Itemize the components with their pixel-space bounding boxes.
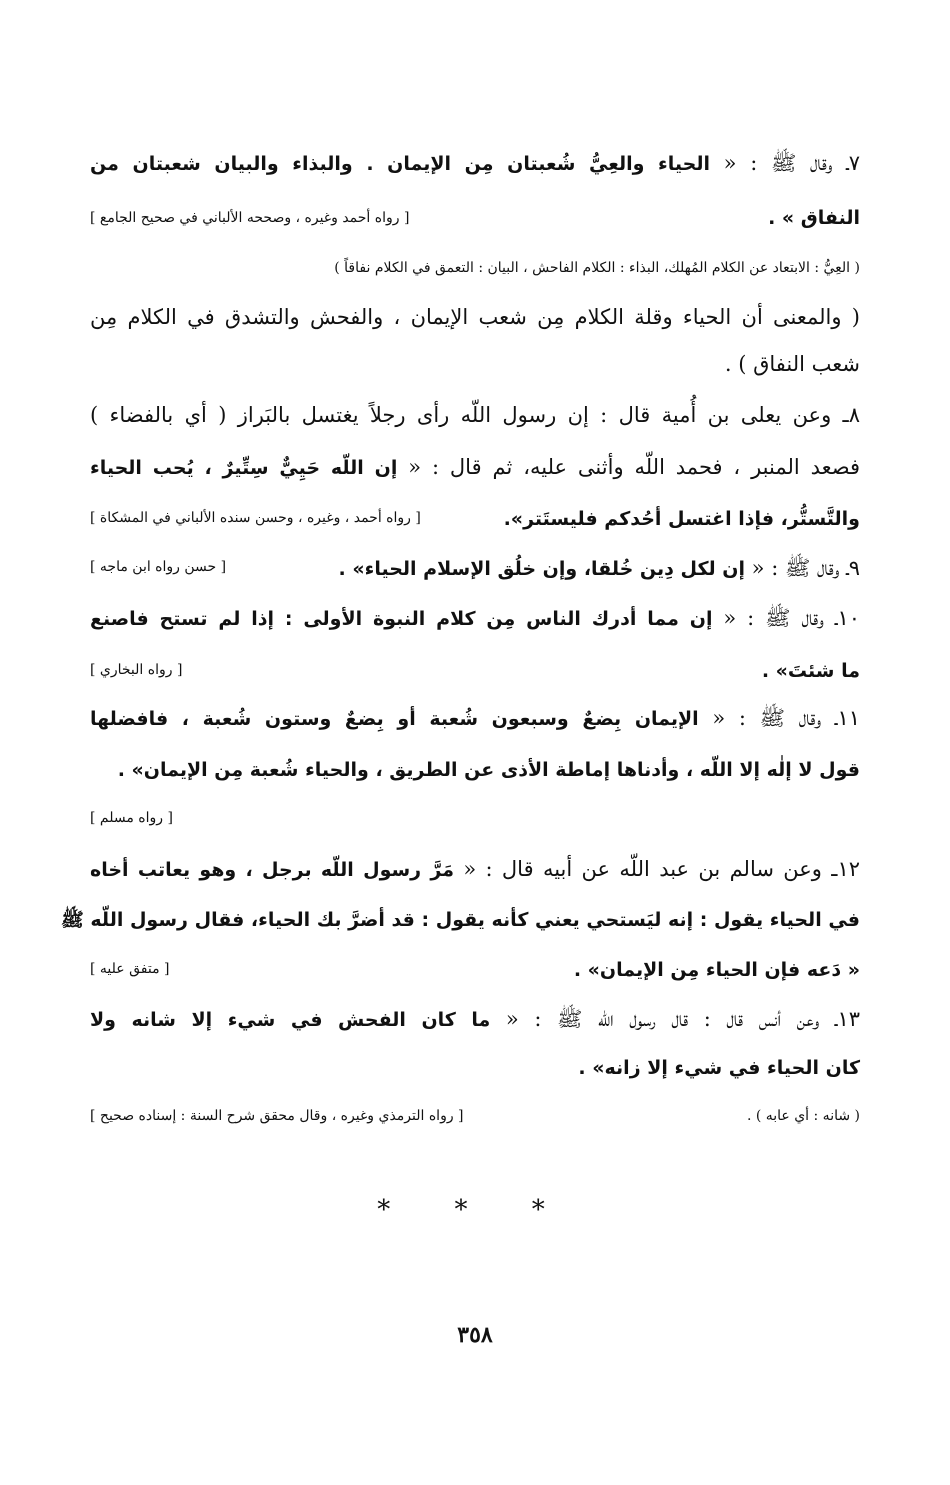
hadith-9-text: إن لكل دِين خُلقا، وإن خلُق الإسلام الحياء» . bbox=[338, 558, 745, 580]
hadith-11-text: الإيمان بِضعٌ وسبعون شُعبة أو بِضعٌ وستون شُعبة ، فافضلها bbox=[90, 708, 699, 730]
hadith-7-text-end: النفاق » . bbox=[768, 207, 860, 229]
page-number: ٣٥٨ bbox=[457, 1322, 493, 1348]
hadith-13-line-1 bbox=[90, 1006, 860, 1037]
hadith-8-line-2 bbox=[90, 455, 860, 479]
hadith-12-text-mid: في الحياء يقول : إنه ليَستحي يعني كأنه يقول : قد أضرَّ بك الحياء، فقال رسول اللّه ﷺ bbox=[60, 909, 860, 931]
hadith-7-source: [ رواه أحمد وغيره ، وصححه الألباني في صحيح الجامع ] bbox=[90, 210, 410, 226]
hadith-13-line-2 bbox=[90, 1055, 860, 1079]
hadith-8-intro: فصعد المنبر ، فحمد اللّه وأثنى عليه، ثم قال : « bbox=[397, 455, 860, 479]
hadith-13-text: ما كان الفحش في شيء إلا شانه ولا bbox=[90, 1009, 491, 1031]
hadith-10-line-1 bbox=[90, 605, 860, 636]
hadith-10-line-2 bbox=[90, 658, 860, 682]
hadith-8-text-end: والتَّستُّر، فإذا اغتسل أحُدكم فليستَتر». bbox=[503, 508, 860, 530]
hadith-9-line bbox=[90, 555, 860, 586]
hadith-7-explanation-1: ( والمعنى أن الحياء وقلة الكلام مِن شعب الإيمان ، والفحش والتشدق في الكلام مِن bbox=[90, 305, 860, 329]
hadith-11-source bbox=[90, 810, 860, 826]
hadith-10-source: [ رواه البخاري ] bbox=[90, 662, 183, 678]
hadith-11-intro: ١١ـ وقال ﷺ : « bbox=[698, 706, 860, 730]
hadith-13-gloss: ( شانه : أي عابه ) . bbox=[746, 1108, 860, 1124]
hadith-12-line-2 bbox=[60, 907, 860, 936]
hadith-11-line-1 bbox=[90, 705, 860, 736]
hadith-8-source: [ رواه أحمد ، وغيره ، وحسن سنده الألباني في المشكاة ] bbox=[90, 510, 421, 526]
hadith-10-intro: ١٠ـ وقال ﷺ : « bbox=[712, 606, 861, 630]
hadith-13-intro: ١٣ـ وعن أنس قال : قال رسول اللّه ﷺ : « bbox=[490, 1007, 860, 1031]
hadith-8-line-1: ٨ـ وعن يعلى بن أُمية قال : إن رسول اللّه رأى رجلاً يغتسل بالبَراز ( أي بالفضاء ) bbox=[90, 403, 860, 427]
hadith-8-text: إن اللّه حَيِيٌّ سِتِّيرٌ ، يُحب الحياء bbox=[90, 457, 398, 479]
hadith-11-text-end: قول لا إلٰه إلا اللّه ، وأدناها إماطة الأذى عن الطريق ، والحياء شُعبة مِن الإيمان» . bbox=[117, 759, 860, 781]
hadith-7-line-1 bbox=[90, 150, 860, 181]
hadith-7-intro: ٧ـ وقال ﷺ : « bbox=[710, 151, 860, 175]
hadith-9-intro: ٩ـ وقال ﷺ : « bbox=[745, 556, 860, 580]
hadith-12-source: [ متفق عليه ] bbox=[90, 961, 170, 977]
hadith-7-text: الحياء والعِيُّ شُعبتان مِن الإيمان . والبذاء والبيان شعبتان من bbox=[90, 153, 710, 175]
hadith-12-line-3 bbox=[90, 957, 860, 981]
hadith-13-source: [ رواه الترمذي وغيره ، وقال محقق شرح السنة : إسناده صحيح ] bbox=[90, 1108, 464, 1124]
hadith-10-text: إن مما أدرك الناس مِن كلام النبوة الأولى : إذا لم تستح فاصنع bbox=[90, 608, 713, 630]
hadith-12-text-end: « دَعه فإن الحياء مِن الإيمان» . bbox=[573, 959, 860, 981]
hadith-9-source: [ حسن رواه ابن ماجه ] bbox=[90, 559, 227, 575]
hadith-7-line-2 bbox=[90, 205, 860, 229]
hadith-13-notes bbox=[90, 1108, 860, 1124]
hadith-11-line-2 bbox=[90, 757, 860, 781]
hadith-10-text-end: ما شئتَ» . bbox=[761, 660, 860, 682]
hadith-12-intro: ١٢ـ وعن سالم بن عبد اللّه عن أبيه قال : « bbox=[453, 857, 860, 881]
hadith-8-line-3 bbox=[90, 506, 860, 530]
hadith-11-source-text: [ رواه مسلم ] bbox=[90, 810, 173, 826]
hadith-13-text-end: كان الحياء في شيء إلا زانه» . bbox=[578, 1057, 860, 1079]
section-divider-stars: * * * bbox=[377, 1195, 573, 1225]
hadith-12-line-1 bbox=[90, 857, 860, 881]
hadith-7-gloss: ( العِيُّ : الابتعاد عن الكلام المُهلك، البذاء : الكلام الفاحش ، البيان : التعمق في الكلام نفاقاً ) bbox=[334, 260, 860, 276]
hadith-7-explanation-2: شعب النفاق ) . bbox=[724, 352, 860, 376]
hadith-12-text: مَرَّ رسول اللّه برجل ، وهو يعاتب أخاه bbox=[90, 859, 454, 881]
